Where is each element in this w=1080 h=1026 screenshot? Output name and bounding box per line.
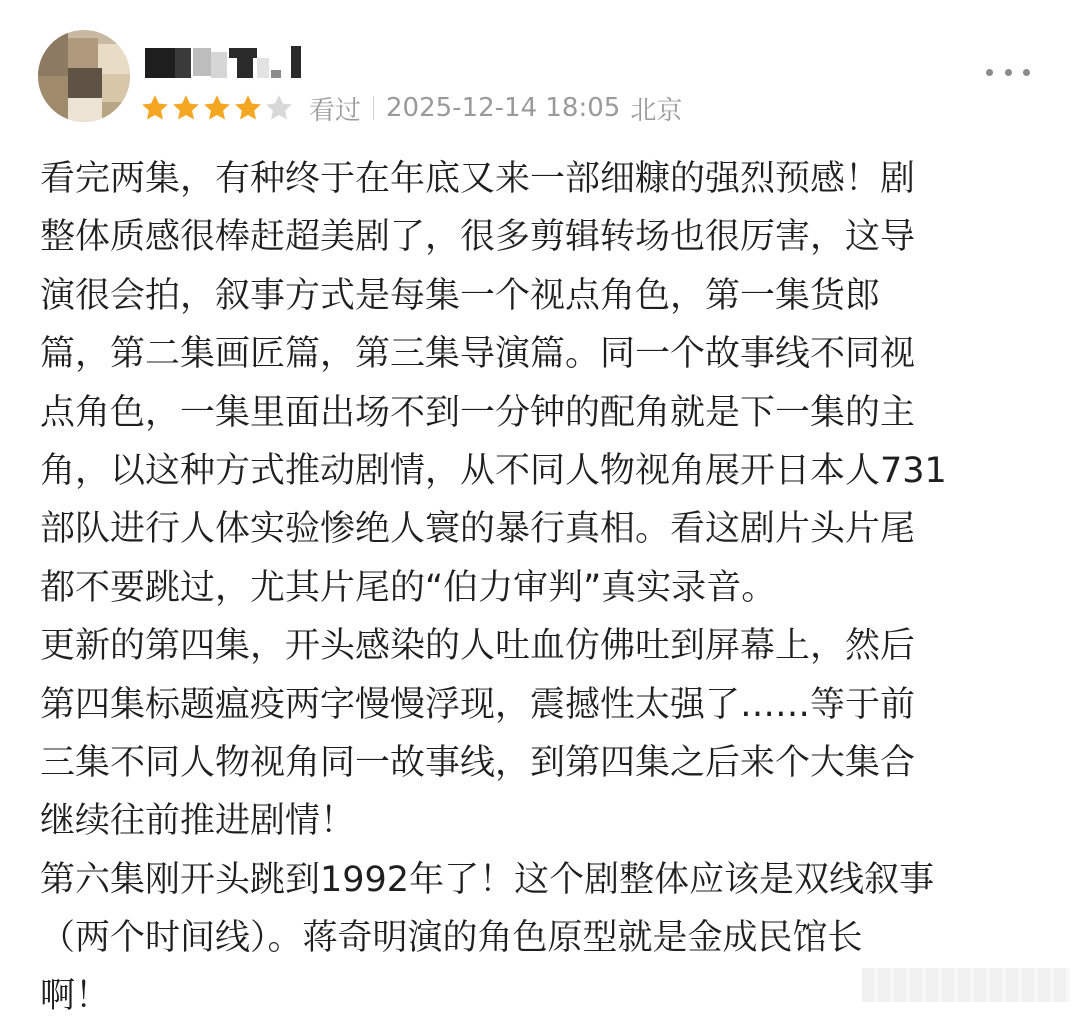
- review-line: 第六集刚开头跳到1992年了！这个剧整体应该是双线叙事: [40, 859, 935, 900]
- review-line: 演很会拍，叙事方式是每集一个视点角色，第一集货郎: [40, 275, 881, 316]
- meta-divider: [373, 96, 374, 120]
- review-line: 点角色，一集里面出场不到一分钟的配角就是下一集的主: [40, 392, 916, 433]
- review-line: 三集不同人物视角同一故事线，到第四集之后来个大集合: [40, 742, 916, 783]
- star-icon: [233, 93, 263, 123]
- review-line: 角，以这种方式推动剧情，从不同人物视角展开日本人731: [40, 450, 947, 491]
- star-icon: [264, 93, 294, 123]
- review-line: 整体质感很棒赶超美剧了，很多剪辑转场也很厉害，这导: [40, 217, 916, 258]
- review-line: 部队进行人体实验惨绝人寰的暴行真相。看这剧片头片尾: [40, 509, 916, 550]
- avatar[interactable]: [38, 30, 130, 122]
- review-line: 都不要跳过，尤其片尾的“伯力审判”真实录音。: [40, 567, 777, 608]
- review-line: （两个时间线）。蒋奇明演的角色原型就是金成民馆长: [40, 918, 863, 959]
- star-icon: [202, 93, 232, 123]
- more-dots-icon[interactable]: [986, 60, 1030, 84]
- star-rating: [140, 93, 295, 123]
- watch-status: 看过: [309, 95, 362, 126]
- username-redacted[interactable]: [145, 42, 345, 78]
- review-text: [40, 150, 1045, 1026]
- review-meta: [309, 90, 682, 127]
- star-icon: [171, 93, 201, 123]
- horizontal-scroll-indicator: [862, 968, 1070, 1002]
- rating-row: [140, 88, 682, 128]
- review-line: 更新的第四集，开头感染的人吐血仿佛吐到屏幕上，然后: [40, 626, 916, 667]
- review-location: 北京: [630, 95, 683, 126]
- review-line: 看完两集，有种终于在年底又来一部细糠的强烈预感！剧: [40, 159, 916, 199]
- review-datetime: 2025-12-14 18:05: [386, 93, 621, 123]
- review-header: [0, 0, 1080, 140]
- star-icon: [140, 93, 170, 123]
- review-line: 篇，第二集画匠篇，第三集导演篇。同一个故事线不同视: [40, 334, 916, 375]
- review-line: 继续往前推进剧情！: [40, 801, 356, 842]
- review-line: 啊！: [40, 976, 111, 1017]
- review-line: 第四集标题瘟疫两字慢慢浮现，震撼性太强了……等于前: [40, 684, 916, 725]
